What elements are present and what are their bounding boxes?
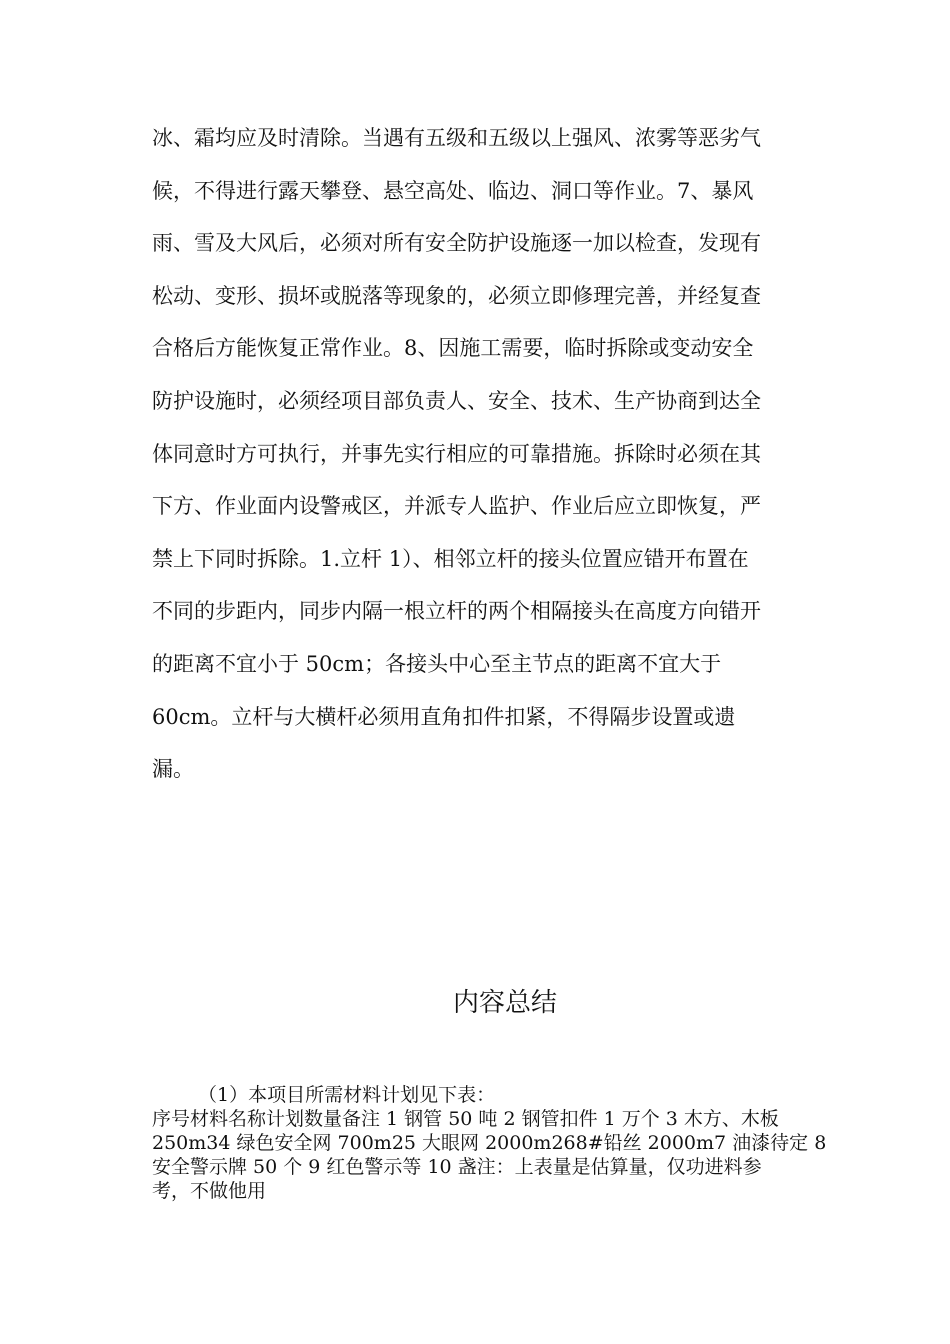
body-line: 禁上下同时拆除。1.立杆 1）、相邻立杆的接头位置应错开布置在 <box>152 546 749 571</box>
summary-section <box>152 1083 827 1203</box>
body-line: 防护设施时，必须经项目部负责人、安全、技术、生产协商到达全 <box>152 388 761 413</box>
body-line: 下方、作业面内设警戒区，并派专人监护、作业后应立即恢复，严 <box>152 494 761 519</box>
body-line: 不同的步距内，同步内隔一根立杆的两个相隔接头在高度方向错开 <box>152 599 761 624</box>
summary-line: 考，不做他用 <box>152 1180 267 1202</box>
body-line: 合格后方能恢复正常作业。8、因施工需要，临时拆除或变动安全 <box>152 336 754 361</box>
summary-line: 250m34 绿色安全网 700m25 大眼网 2000m268#铅丝 2000m7 油漆待定 8 <box>152 1132 827 1154</box>
body-line: 体同意时方可执行，并事先实行相应的可靠措施。拆除时必须在其 <box>152 441 761 466</box>
body-line: 冰、霜均应及时清除。当遇有五级和五级以上强风、浓雾等恶劣气 <box>152 126 761 150</box>
body-line: 候，不得进行露天攀登、悬空高处、临边、洞口等作业。7、暴风 <box>152 178 754 203</box>
body-line: 松动、变形、损坏或脱落等现象的，必须立即修理完善，并经复查 <box>152 283 761 308</box>
summary-line: 序号材料名称计划数量备注 1 钢管 50 吨 2 钢管扣件 1 万个 3 木方、木板 <box>152 1108 779 1130</box>
body-line: 漏。 <box>152 757 194 782</box>
body-text <box>152 118 802 802</box>
summary-title: 内容总结 <box>452 988 557 1018</box>
summary-intro: （1）本项目所需材料计划见下表： <box>198 1084 496 1106</box>
body-line: 60cm。立杆与大横杆必须用直角扣件扣紧，不得隔步设置或遗 <box>152 704 736 729</box>
summary-line: 安全警示牌 50 个 9 红色警示等 10 盏注：上表量是估算量，仅功进料参 <box>152 1156 762 1178</box>
body-line: 的距离不宜小于 50cm；各接头中心至主节点的距离不宜大于 <box>152 651 722 676</box>
body-line: 雨、雪及大风后，必须对所有安全防护设施逐一加以检查，发现有 <box>152 231 761 256</box>
